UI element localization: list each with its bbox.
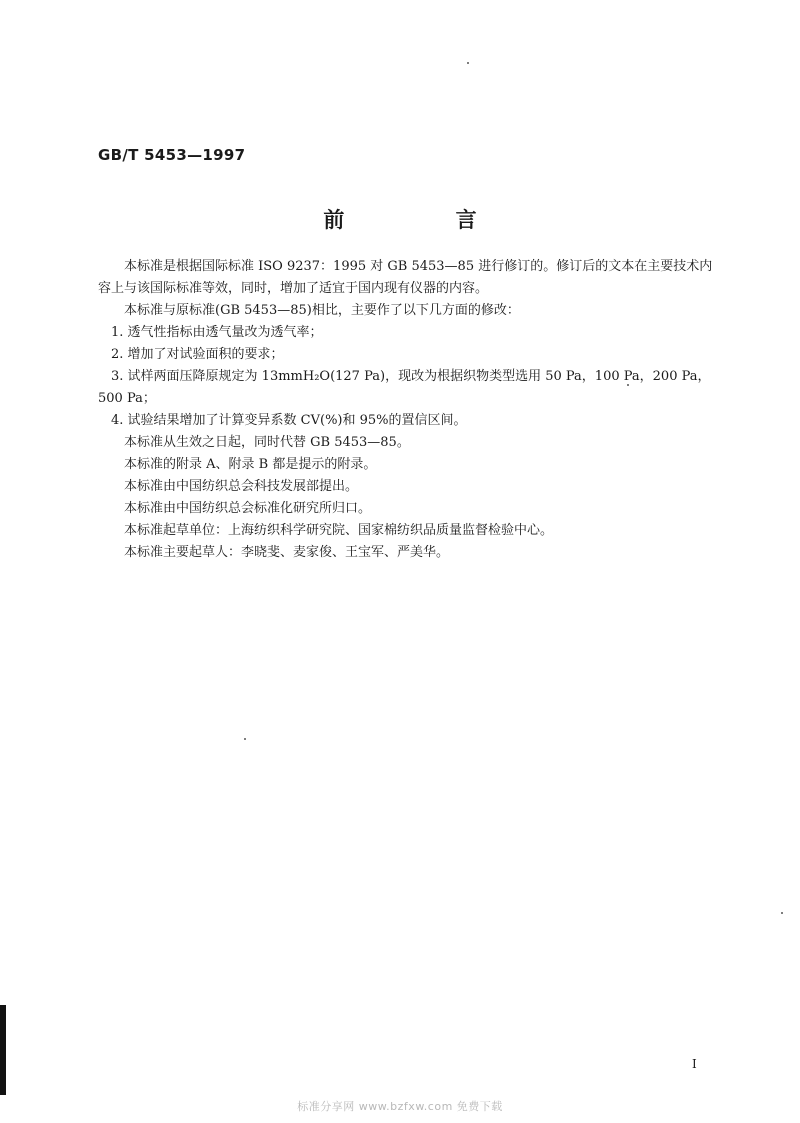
- change-item: 2. 增加了对试验面积的要求；: [111, 347, 284, 362]
- closing-line: 本标准由中国纺织总会标准化研究所归口。: [124, 501, 372, 516]
- closing-line: 本标准的附录 A、附录 B 都是提示的附录。: [124, 457, 377, 472]
- closing-line: 本标准由中国纺织总会科技发展部提出。: [124, 479, 359, 494]
- standard-code-header: GB/T 5453—1997: [98, 146, 246, 164]
- foreword-body: [98, 256, 718, 564]
- watermark-text: 标准分享网 www.bzfxw.com 免费下载: [297, 1100, 503, 1113]
- closing-line: 本标准从生效之日起，同时代替 GB 5453—85。: [124, 435, 410, 450]
- scan-edge-mark: [0, 1005, 6, 1095]
- page-title: 前 言: [323, 208, 529, 232]
- scan-speck: [467, 62, 469, 64]
- paragraph-intro: 本标准是根据国际标准 ISO 9237：1995 对 GB 5453—85 进行修订的。修订后的文本在主要技术内容上与该国际标准等效，同时，增加了适宜于国内现有仪器的内容。: [98, 259, 713, 296]
- change-item: 3. 试样两面压降原规定为 13mmH₂O(127 Pa)，现改为根据织物类型选用 50 Pa，100 Pa，200 Pa，500 Pa；: [98, 369, 711, 406]
- page-number: I: [692, 1057, 697, 1071]
- scan-speck: [781, 912, 783, 914]
- change-item: 4. 试验结果增加了计算变异系数 CV(%)和 95%的置信区间。: [111, 413, 467, 428]
- paragraph-comparison: 本标准与原标准(GB 5453—85)相比，主要作了以下几方面的修改：: [124, 303, 520, 318]
- change-item: 1. 透气性指标由透气量改为透气率；: [111, 325, 323, 340]
- closing-line: 本标准主要起草人：李晓斐、麦家俊、王宝军、严美华。: [124, 545, 450, 560]
- scan-speck: [244, 738, 246, 740]
- closing-line: 本标准起草单位：上海纺织科学研究院、国家棉纺织品质量监督检验中心。: [124, 523, 554, 538]
